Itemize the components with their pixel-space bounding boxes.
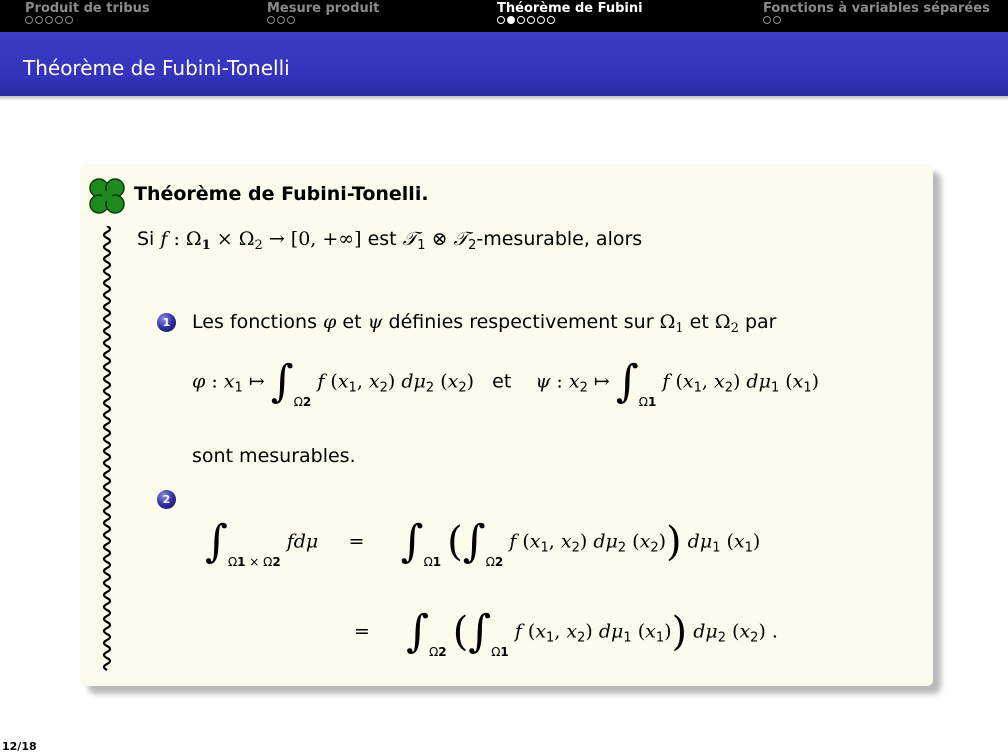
enum-badge-2: 2 (157, 490, 176, 509)
intro-si: Si (137, 228, 155, 250)
item1-conclusion: sont mesurables. (192, 445, 356, 467)
nav-slide-dot[interactable] (763, 16, 771, 24)
nav-slide-dot[interactable] (287, 16, 295, 24)
nav-slide-dot[interactable] (65, 16, 73, 24)
nav-slide-dot[interactable] (517, 16, 525, 24)
nav-dots-mesure-produit (267, 16, 295, 28)
title-bar-shadow (0, 96, 1008, 101)
nav-slide-dot[interactable] (55, 16, 63, 24)
nav-slide-dot[interactable] (267, 16, 275, 24)
nav-slide-dot-current[interactable] (507, 16, 515, 24)
nav-slide-dot[interactable] (35, 16, 43, 24)
item1-text-a: Les fonctions (192, 311, 317, 333)
theorem-title: Théorème de Fubini-Tonelli. (134, 183, 429, 205)
frame-title: Théorème de Fubini-Tonelli (23, 56, 290, 80)
nav-dots-produit-de-tribus (25, 16, 73, 28)
item1-line: Les fonctions φ et ψ définies respectivement sur $\Omega_1$ et $\Omega_2$ par (192, 311, 777, 336)
intro-measurable: -mesurable, alors (476, 228, 643, 250)
item1-text-e: par (744, 311, 777, 333)
nav-dots-fonctions-variables-separees (763, 16, 781, 28)
wavy-border-decoration (97, 226, 117, 676)
nav-section-theoreme-de-fubini[interactable]: Théorème de Fubini (497, 1, 643, 16)
frame-title-bar (0, 32, 1008, 96)
nav-slide-dot[interactable] (547, 16, 555, 24)
nav-section-produit-de-tribus[interactable]: Produit de tribus (25, 1, 150, 16)
nav-slide-dot[interactable] (497, 16, 505, 24)
nav-dots-theoreme-de-fubini (497, 16, 555, 28)
item1-text-b: et (342, 311, 362, 333)
nav-slide-dot[interactable] (277, 16, 285, 24)
item1-text-c: définies respectivement sur (388, 311, 654, 333)
nav-section-mesure-produit[interactable]: Mesure produit (267, 1, 380, 16)
item1-formula-phi-psi: φ : $x_1$ ↦ $\int_{\Omega 2}$ f ($x_1$, $x_2$) $d\mu_2$ $(x_2)$ et ψ : $x_2$ ↦ $\int_{\Omega 1}$ f ($x_1$, $x_2$) $d\mu_1$ $(x_1)$ (192, 356, 820, 409)
page-number: 12/18 (2, 740, 37, 753)
item1-text-d: et (689, 311, 709, 333)
section-navigation (0, 0, 1008, 32)
theorem-intro: Si f : $\Omega_1 \times \Omega_2 \to [0$, +∞] est 𝒯$_1$ ⊗ 𝒯$_2$-mesurable, alors (137, 228, 643, 253)
enum-badge-1: 1 (157, 313, 176, 332)
item1-et: et (492, 370, 512, 393)
nav-slide-dot[interactable] (45, 16, 53, 24)
nav-slide-dot[interactable] (25, 16, 33, 24)
nav-slide-dot[interactable] (537, 16, 545, 24)
clover-icon (84, 174, 130, 220)
nav-slide-dot[interactable] (773, 16, 781, 24)
nav-slide-dot[interactable] (527, 16, 535, 24)
fubini-equation-line-2: = $\int_{\Omega 2}$ ($\int_{\Omega 1}$ f ($x_1$, $x_2$) $d\mu_1$ $(x_1)$) $d\mu_2$ $(x_2)$ . (354, 606, 778, 659)
nav-section-fonctions-variables-separees[interactable]: Fonctions à variables séparées (763, 1, 990, 16)
intro-est: est (367, 228, 397, 250)
fubini-equation-line-1: $\int_{\Omega 1 \times \Omega 2}$ fdμ = $\int_{\Omega 1}$ ($\int_{\Omega 2}$ f ($x_1$, $x_2$) $d\mu_2$ $(x_2)$) $d\mu_1$ $(x_1)$ (205, 516, 761, 569)
